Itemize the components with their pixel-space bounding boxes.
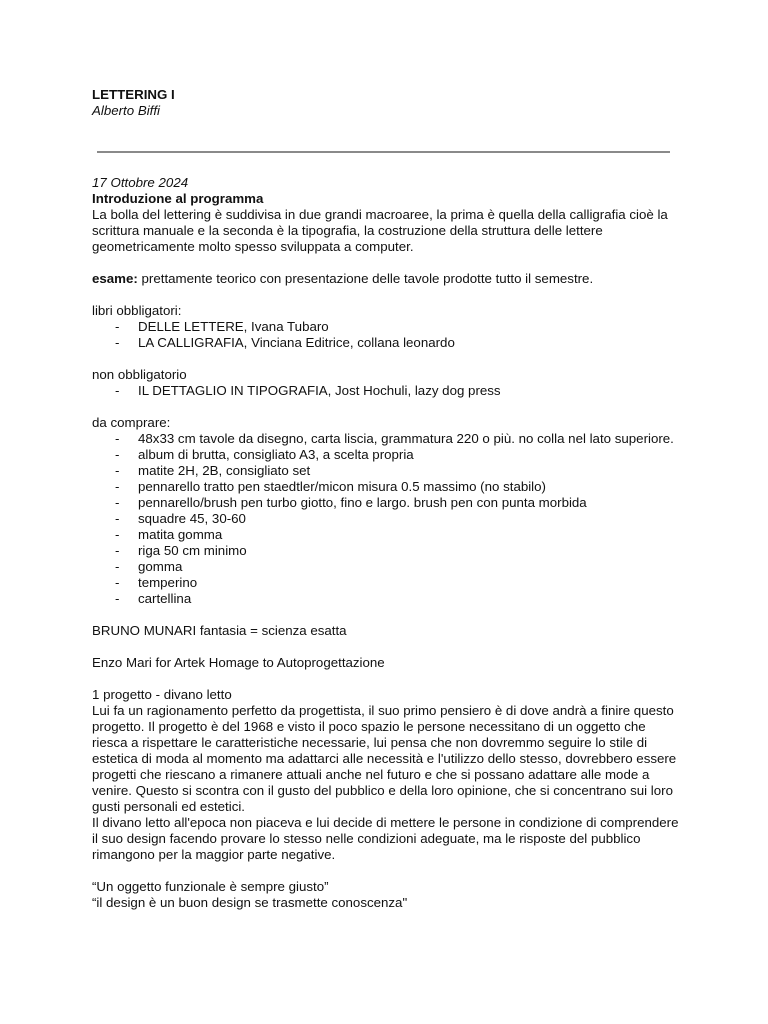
list-item: - pennarello tratto pen staedtler/micon misura 0.5 massimo (no stabilo) xyxy=(92,479,682,495)
lesson-date: 17 Ottobre 2024 xyxy=(92,175,189,190)
quote: “il design è un buon design se trasmette conoscenza" xyxy=(92,895,408,910)
list-item: - matita gomma xyxy=(92,527,682,543)
exam-line xyxy=(92,271,682,287)
document-content xyxy=(92,87,682,911)
to-buy-list xyxy=(92,431,682,607)
list-item: - LA CALLIGRAFIA, Vinciana Editrice, collana leonardo xyxy=(92,335,682,351)
project-paragraph: Il divano letto all'epoca non piaceva e lui decide di mettere le persone in condizione di comprendere il suo design facendo provare lo stesso nelle condizioni adeguate, ma le risposte del pubblico rimangono per la maggior parte negative. xyxy=(92,815,679,862)
document-title: LETTERING I xyxy=(92,87,175,102)
section-heading: Introduzione al programma xyxy=(92,191,264,206)
exam-label: esame: xyxy=(92,271,138,286)
list-item: - cartellina xyxy=(92,591,682,607)
list-item: - 48x33 cm tavole da disegno, carta liscia, grammatura 220 o più. no colla nel lato superiore. xyxy=(92,431,682,447)
list-item: - DELLE LETTERE, Ivana Tubaro xyxy=(92,319,682,335)
project-paragraph: Lui fa un ragionamento perfetto da progettista, il suo primo pensiero è di dove andrà a finire questo progetto. Il progetto è del 1968 e visto il poco spazio le persone necessitano di un oggetto che riesca a rispettare le caratteristiche necessarie, lui pensa che non dovremmo seguire lo stile di estetica di moda al momento ma adattarci alle necessità e l'utilizzo dello stesso, dovrebbero essere progetti che riescano a rimanere attuali anche nel futuro e che si possano adattare alle mode a venire. Questo si scontra con il gusto del pubblico e della loro opinione, che si concentrano sui loro gusti personali ed estetici. xyxy=(92,703,677,814)
optional-books-list xyxy=(92,383,682,399)
list-item: - squadre 45, 30-60 xyxy=(92,511,682,527)
list-item: - gomma xyxy=(92,559,682,575)
document-author: Alberto Biffi xyxy=(92,103,160,118)
horizontal-divider xyxy=(97,151,670,153)
list-item: - riga 50 cm minimo xyxy=(92,543,682,559)
to-buy-heading: da comprare: xyxy=(92,415,171,430)
list-item: - temperino xyxy=(92,575,682,591)
list-item: - pennarello/brush pen turbo giotto, fino e largo. brush pen con punta morbida xyxy=(92,495,682,511)
quote: “Un oggetto funzionale è sempre giusto” xyxy=(92,879,329,894)
list-item: - IL DETTAGLIO IN TIPOGRAFIA, Jost Hochuli, lazy dog press xyxy=(92,383,682,399)
required-books-list xyxy=(92,319,682,351)
mari-line: Enzo Mari for Artek Homage to Autoprogettazione xyxy=(92,655,385,670)
required-books-heading: libri obbligatori: xyxy=(92,303,182,318)
list-item: - album di brutta, consigliato A3, a scelta propria xyxy=(92,447,682,463)
intro-paragraph: La bolla del lettering è suddivisa in due grandi macroaree, la prima è quella della calligrafia cioè la scrittura manuale e la seconda è la tipografia, la costruzione della struttura delle lettere geometricamente molto spesso sviluppata a computer. xyxy=(92,207,668,254)
exam-text: prettamente teorico con presentazione delle tavole prodotte tutto il semestre. xyxy=(137,271,594,286)
munari-line: BRUNO MUNARI fantasia = scienza esatta xyxy=(92,623,347,638)
optional-books-heading: non obbligatorio xyxy=(92,367,187,382)
project-heading: 1 progetto - divano letto xyxy=(92,687,232,702)
list-item: - matite 2H, 2B, consigliato set xyxy=(92,463,682,479)
